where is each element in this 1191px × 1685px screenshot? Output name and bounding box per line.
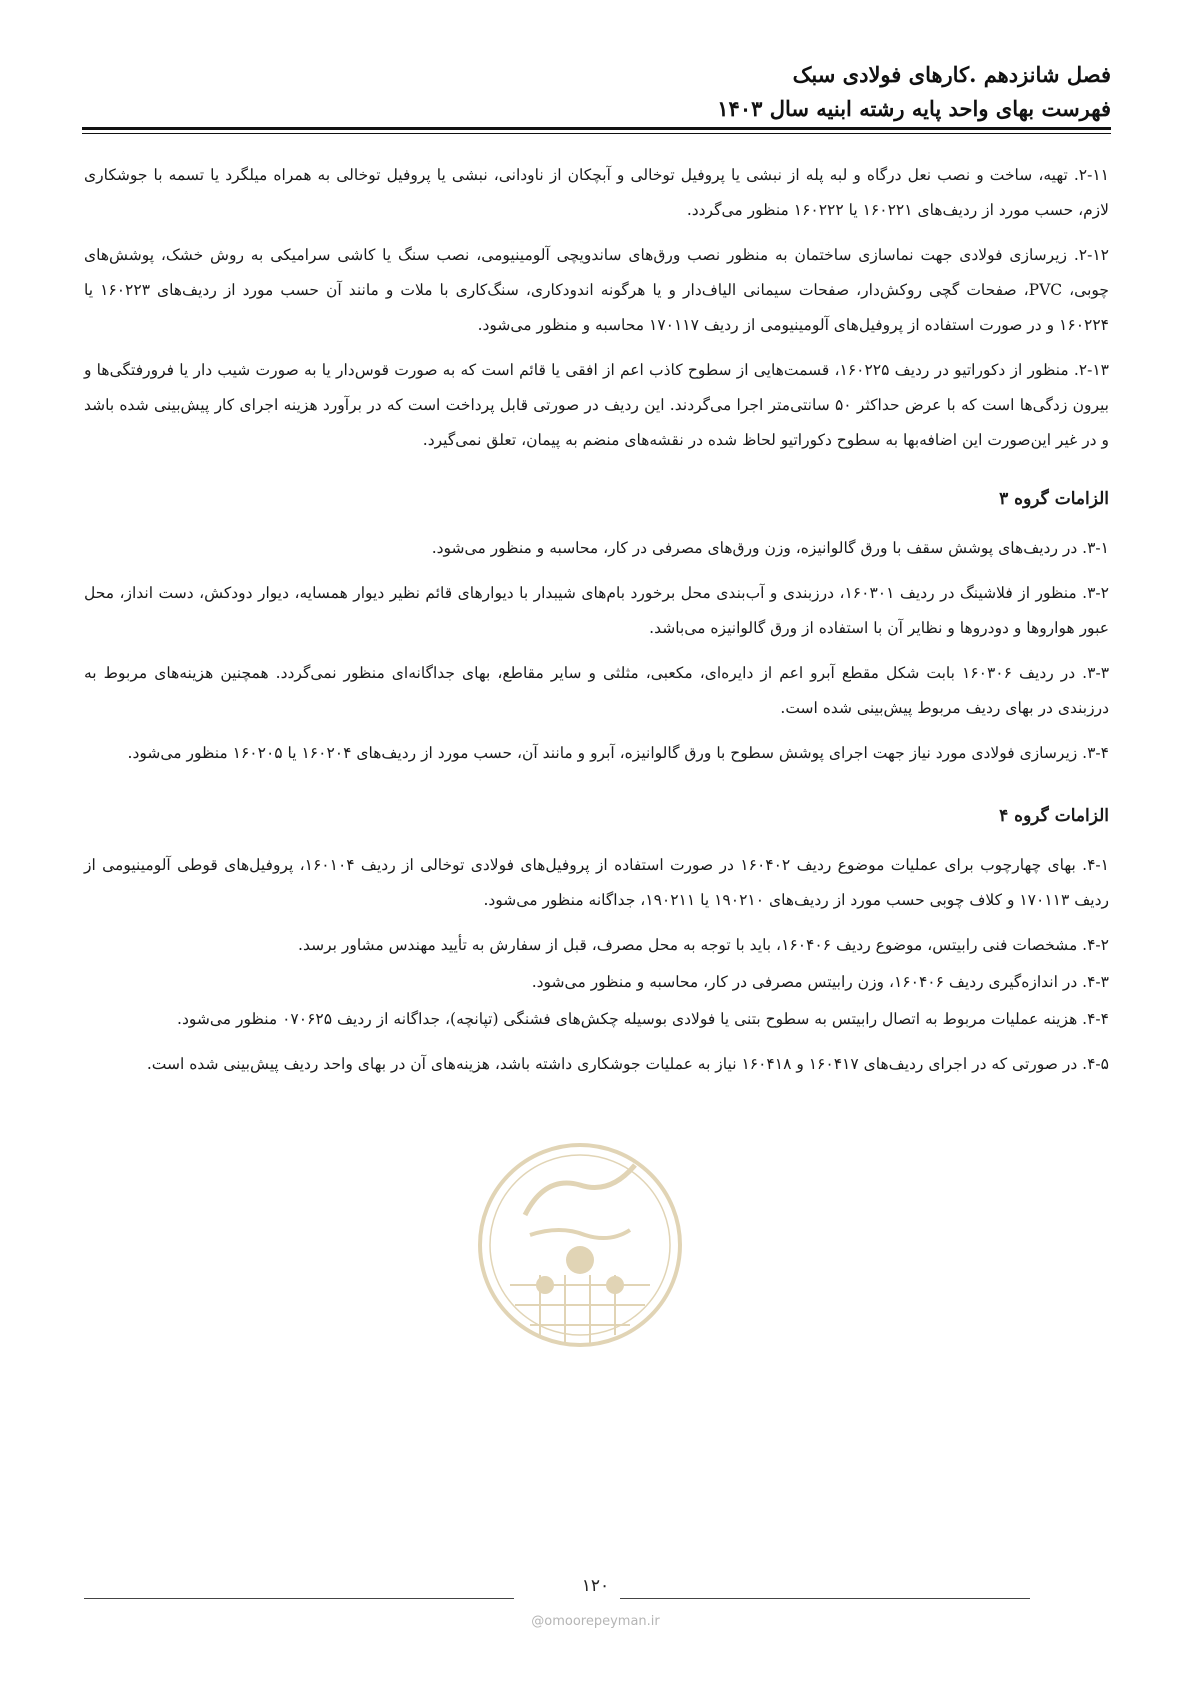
group4-heading: الزامات گروه ۴ [999,806,1109,826]
site-watermark-text: @omoorepeyman.ir [531,1614,660,1629]
clause-4-1: ۴-۱. بهای چهارچوب برای عملیات موضوع ردیف ۱۶۰۴۰۲ در صورت استفاده از پروفیل‌های فولادی توخالی از ردیف ۱۶۰۱۰۴، پروفیل‌های قوطی آلومینیومی از ردیف ۱۷۰۱۱۳ و کلاف چوبی حسب مورد از ردیف‌های ۱۹۰۲۱۰ یا ۱۹۰۲۱۱، جداگانه منظور می‌شود. [84,856,1109,909]
clause-3-4: ۳-۴. زیرسازی فولادی مورد نیاز جهت اجرای پوشش سطوح با ورق گالوانیزه، آبرو و مانند آن، حسب مورد از ردیف‌های ۱۶۰۲۰۴ یا ۱۶۰۲۰۵ منظور می‌شود. [127,744,1109,762]
page-number: ۱۲۰ [581,1576,610,1596]
footer-rule-right [620,1598,1030,1599]
header-rule-thin [82,133,1111,134]
clause-4-3: ۴-۳. در اندازه‌گیری ردیف ۱۶۰۴۰۶، وزن رابیتس مصرفی در کار، محاسبه و منظور می‌شود. [531,973,1109,991]
page-body [84,158,1109,1092]
page-header [83,58,1111,126]
clause-4-2: ۴-۲. مشخصات فنی رابیتس، موضوع ردیف ۱۶۰۴۰۶، باید با توجه به محل مصرف، قبل از سفارش به تأیید مهندس مشاور برسد. [298,936,1109,954]
clause-3-2: ۳-۲. منظور از فلاشینگ در ردیف ۱۶۰۳۰۱، درزبندی و آب‌بندی محل برخورد بام‌های شیبدار با دیوارهای قائم نظیر دیوار همسایه، دیوار دودکش، دست انداز، محل عبور هواروها و دودروها و نظایر آن با استفاده از ورق گالوانیزه می‌باشد. [84,584,1109,637]
chapter-title: فصل شانزدهم .کارهای فولادی سبک [792,62,1111,87]
clause-3-3: ۳-۳. در ردیف ۱۶۰۳۰۶ بابت شکل مقطع آبرو اعم از دایره‌ای، مکعبی، مثلثی و سایر مقاطع، بهای جداگانه‌ای منظور نمی‌گردد. همچنین هزینه‌های مربوط به درزبندی در بهای ردیف مربوط پیش‌بینی شده است. [84,664,1110,717]
header-rule-thick [82,127,1111,130]
clause-2-13: ۲-۱۳. منظور از دکوراتیو در ردیف ۱۶۰۲۲۵، قسمت‌هایی از سطوح کاذب اعم از افقی یا قائم است که به صورت قوس‌دار یا به صورت شیب دار یا فرورفتگی‌ها و بیرون زدگی‌ها است که با عرض حداکثر ۵۰ سانتی‌متر اجرا می‌گردند. این ردیف در صورتی قابل پرداخت است که در برآورد هزینه اجرای کار پیش‌بینی شده باشد و در غیر این‌صورت این اضافه‌بها به سطوح دکوراتیو لحاظ شده در نقشه‌های منضم به پیمان، تعلق نمی‌گیرد. [84,361,1109,449]
group3-heading: الزامات گروه ۳ [999,489,1109,509]
clause-3-1: ۳-۱. در ردیف‌های پوشش سقف با ورق گالوانیزه، وزن ورق‌های مصرفی در کار، محاسبه و منظور می‌شود. [431,539,1109,557]
clause-4-4: ۴-۴. هزینه عملیات مربوط به اتصال رابیتس به سطوح بتنی یا فولادی بوسیله چکش‌های فشنگی (تپانچه)، جداگانه از ردیف ۰۷۰۶۲۵ منظور می‌شود. [177,1010,1109,1028]
clause-2-11: ۲-۱۱. تهیه، ساخت و نصب نعل درگاه و لبه پله از نبشی یا پروفیل توخالی و آبچکان از ناودانی، نبشی یا پروفیل توخالی به همراه میلگرد یا تسمه با جوشکاری لازم، حسب مورد از ردیف‌های ۱۶۰۲۲۱ یا ۱۶۰۲۲۲ منظور می‌گردد. [84,166,1109,219]
clause-4-5: ۴-۵. در صورتی که در اجرای ردیف‌های ۱۶۰۴۱۷ و ۱۶۰۴۱۸ نیاز به عملیات جوشکاری داشته باشد، هزینه‌های آن در بهای واحد ردیف پیش‌بینی شده است. [146,1055,1109,1073]
list-title: فهرست بهای واحد پایه رشته ابنیه سال ۱۴۰۳ [717,96,1111,121]
footer-rule-left [84,1598,514,1599]
watermark-logo [470,1135,690,1355]
clause-2-12: ۲-۱۲. زیرسازی فولادی جهت نماسازی ساختمان به منظور نصب ورق‌های ساندویچی آلومینیومی، نصب سنگ یا کاشی سرامیکی به روش خشک، پوشش‌های چوبی، PVC، صفحات گچی روکش‌دار، صفحات سیمانی الیاف‌دار و یا هرگونه اندودکاری، سنگ‌کاری با ملات و مانند آن حسب مورد از ردیف‌های ۱۶۰۲۲۳ یا ۱۶۰۲۲۴ و در صورت استفاده از پروفیل‌های آلومینیومی از ردیف ۱۷۰۱۱۷ محاسبه و منظور می‌شود. [84,246,1109,334]
